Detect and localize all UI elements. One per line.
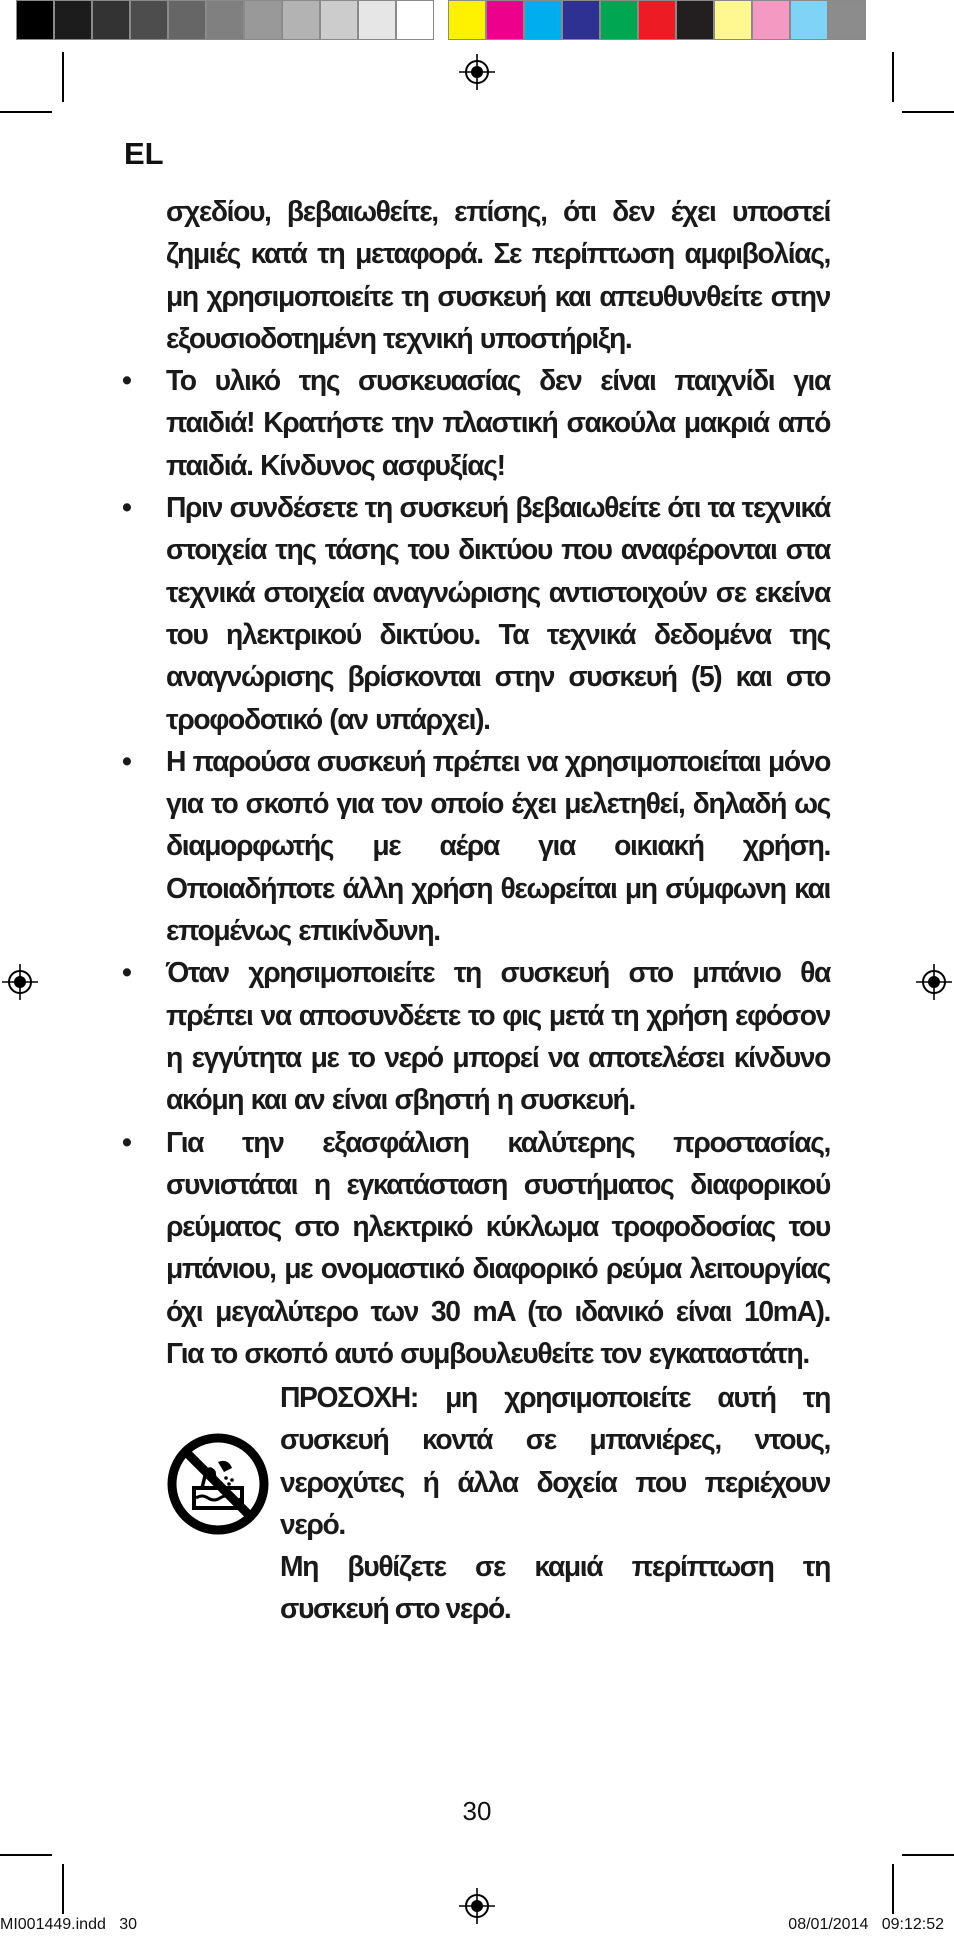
bullet-item xyxy=(122,486,830,740)
crop-mark xyxy=(902,1854,954,1856)
color-swatch xyxy=(790,0,828,40)
color-swatch xyxy=(130,0,168,40)
bullet-dot: • xyxy=(122,744,131,777)
no-water-immersion-icon xyxy=(166,1432,270,1536)
bullet-item xyxy=(122,740,830,951)
crop-mark xyxy=(0,1854,52,1856)
bullet-text: Πριν συνδέσετε τη συσκευή βεβαιωθείτε ότι τα τεχνικά στοιχεία της τάσης του δικτύου που αναφέρονται στα τεχνικά στοιχεία αναγνώρισης αντιστοιχούν σε εκείνα του ηλεκτρικού δικτύου. Τα τεχνικά δεδομένα της αναγνώρισης βρίσκονται στην συσκευή (5) και στο τροφοδοτικό (αν υπάρχει). xyxy=(166,491,830,735)
color-swatch xyxy=(358,0,396,40)
crop-mark xyxy=(892,1864,894,1914)
bullet-text: Η παρούσα συσκευή πρέπει να χρησιμοποιείται μόνο για το σκοπό για τον οποίο έχει μελετηθεί, δηλαδή ως διαμορφωτής με αέρα για οικιακή χρήση. Οποιαδήποτε άλλη χρήση θεωρείται μη σύμφωνη και επομένως επικίνδυνη. xyxy=(166,744,830,947)
bullet-text: Όταν χρησιμοποιείτε τη συσκευή στο μπάνιο θα πρέπει να αποσυνδέετε το φις μετά τη χρήση εφόσον η εγγύτητα με το νερό μπορεί να αποτελέσει κίνδυνο ακόμη και αν είναι σβηστή η συσκευή. xyxy=(166,956,830,1116)
registration-mark-icon xyxy=(459,54,495,90)
color-swatch xyxy=(486,0,524,40)
bullet-text: Το υλικό της συσκευασίας δεν είναι παιχνίδι για παιδιά! Κρατήστε την πλαστική σακούλα μακριά από παιδιά. Κίνδυνος ασφυξίας! xyxy=(166,364,830,481)
footer-datetime: 08/01/2014 09:12:52 xyxy=(788,1916,944,1933)
color-swatch xyxy=(282,0,320,40)
color-bar-gap xyxy=(434,0,448,42)
crop-mark xyxy=(62,1864,64,1914)
color-swatch xyxy=(244,0,282,40)
bullet-dot: • xyxy=(122,364,131,397)
color-swatch xyxy=(54,0,92,40)
bullet-dot: • xyxy=(122,956,131,989)
bullet-dot: • xyxy=(122,491,131,524)
registration-mark-icon xyxy=(459,1888,495,1924)
color-swatch xyxy=(320,0,358,40)
color-swatch xyxy=(676,0,714,40)
crop-mark xyxy=(902,111,954,113)
color-swatch xyxy=(714,0,752,40)
warning-line: Μη βυθίζετε σε καμιά περίπτωση τη συσκευή στο νερό. xyxy=(280,1550,830,1625)
language-code: EL xyxy=(124,136,164,171)
bullet-item xyxy=(122,359,830,486)
registration-mark-icon xyxy=(2,964,38,1000)
bullet-dot: • xyxy=(122,1125,131,1158)
warning-line: ΠΡΟΣΟΧΗ: μη χρησιμοποιείτε αυτή τη συσκευή κοντά σε μπανιέρες, ντους, νεροχύτες ή άλλα δοχεία που περιέχουν νερό. xyxy=(280,1381,830,1540)
color-swatch xyxy=(828,0,866,40)
instructions-body xyxy=(122,190,830,1374)
crop-mark xyxy=(0,111,52,113)
bullet-text: Για την εξασφάλιση καλύτερης προστασίας, συνιστάται η εγκατάσταση συστήματος διαφορικού ρεύματος στο ηλεκτρικό κύκλωμα τροφοδοσίας του μπάνιου, με ονομαστικό διαφορικό ρεύμα λειτουργίας όχι μεγαλύτερο των 30 mA (το ιδανικό είναι 10mA). Για το σκοπό αυτό συμβουλευθείτε τον εγκαταστάτη. xyxy=(166,1125,830,1370)
color-swatch xyxy=(448,0,486,40)
color-swatch xyxy=(752,0,790,40)
color-swatch xyxy=(92,0,130,40)
color-swatch xyxy=(396,0,434,40)
color-swatch xyxy=(562,0,600,40)
printer-color-bar xyxy=(16,0,866,42)
color-swatch xyxy=(600,0,638,40)
color-swatch xyxy=(638,0,676,40)
color-swatch xyxy=(168,0,206,40)
crop-mark xyxy=(62,52,64,102)
registration-mark-icon xyxy=(916,964,952,1000)
bullet-item xyxy=(122,1121,830,1375)
color-swatch xyxy=(16,0,54,40)
bullet-item xyxy=(122,951,830,1120)
warning-block xyxy=(166,1376,830,1625)
footer-file-name: MI001449.indd 30 xyxy=(0,1916,137,1933)
page-number: 30 xyxy=(462,1796,492,1826)
warning-text xyxy=(280,1376,830,1630)
color-swatch xyxy=(524,0,562,40)
continued-paragraph: σχεδίου, βεβαιωθείτε, επίσης, ότι δεν έχει υποστεί ζημιές κατά τη μεταφορά. Σε περίπτωση αμφιβολίας, μη χρησιμοποιείτε τη συσκευή και απευθυνθείτε στην εξουσιοδοτημένη τεχνική υποστήριξη. xyxy=(166,195,830,354)
color-swatch xyxy=(206,0,244,40)
crop-mark xyxy=(892,52,894,102)
